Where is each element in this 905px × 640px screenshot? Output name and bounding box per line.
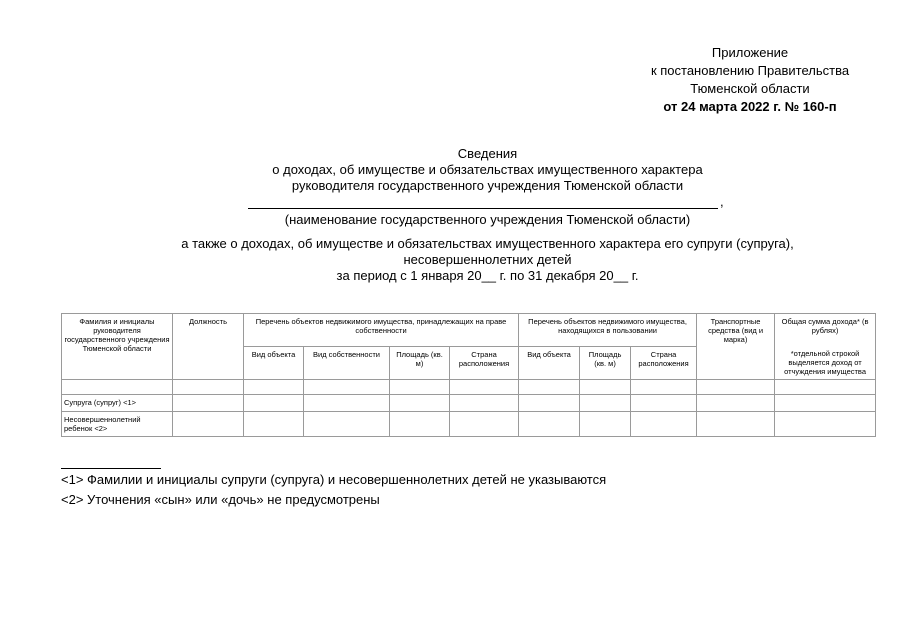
subheader-owned-ownership: Вид собственности [304, 347, 390, 380]
table-cell [519, 395, 580, 412]
institution-name-underline [248, 208, 718, 209]
table-cell [244, 380, 304, 395]
table-cell [775, 395, 876, 412]
title-subject: о доходах, об имуществе и обязательствах имущественного характера [272, 162, 703, 177]
table-cell [450, 380, 519, 395]
header-name: Фамилия и инициалы руководителя государственного учреждения Тюменской области [62, 314, 173, 380]
subheader-owned-area: Площадь (кв. м) [390, 347, 450, 380]
row-label-spouse: Супруга (супруг) <1> [62, 395, 173, 412]
table-cell [304, 380, 390, 395]
table-cell [390, 380, 450, 395]
appendix-title: Приложение [711, 45, 789, 60]
appendix-date-number: от 24 марта 2022 г. № 160-п [663, 99, 837, 114]
table-cell [173, 395, 244, 412]
header-used-property: Перечень объектов недвижимого имущества, находящихся в пользовании [519, 314, 697, 347]
table-cell [519, 412, 580, 437]
table-cell [697, 380, 775, 395]
header-income [775, 314, 876, 380]
footnote-separator [61, 468, 161, 469]
table-cell [244, 412, 304, 437]
table-cell [390, 412, 450, 437]
subheader-used-country: Страна расположения [631, 347, 697, 380]
table-cell [631, 380, 697, 395]
header-income-note: *отдельной строкой выделяется доход от отчуждения имущества [784, 349, 866, 376]
appendix-block [600, 44, 900, 116]
table-cell [580, 412, 631, 437]
table-row-child [62, 412, 876, 437]
title-subject-person: руководителя государственного учреждения Тюменской области [291, 178, 684, 193]
document-title-block [150, 146, 825, 284]
appendix-region: Тюменской области [690, 81, 810, 96]
table-header-row [62, 314, 876, 347]
table-row-head-person [62, 380, 876, 395]
table-cell [519, 380, 580, 395]
table-cell [580, 380, 631, 395]
table-cell [173, 412, 244, 437]
table-cell [62, 380, 173, 395]
row-label-child: Несовершеннолетний ребенок <2> [62, 412, 173, 437]
header-position: Должность [173, 314, 244, 380]
table-cell [173, 380, 244, 395]
subheader-owned-type: Вид объекта [244, 347, 304, 380]
header-transport: Транспортные средства (вид и марка) [697, 314, 775, 380]
title-period-line: за период с 1 января 20__ г. по 31 декабря 20__ г. [336, 268, 639, 283]
subheader-owned-country: Страна расположения [450, 347, 519, 380]
table-cell [450, 412, 519, 437]
subheader-used-type: Вид объекта [519, 347, 580, 380]
table-cell [244, 395, 304, 412]
footnotes-block [61, 468, 606, 510]
table-cell [631, 412, 697, 437]
table-cell [697, 412, 775, 437]
subheader-used-area: Площадь (кв. м) [580, 347, 631, 380]
institution-name-caption: (наименование государственного учреждения Тюменской области) [284, 212, 691, 227]
footnote-1: <1> Фамилии и инициалы супруги (супруга) и несовершеннолетних детей не указываются [61, 472, 607, 487]
institution-name-comma: , [720, 194, 724, 209]
header-owned-property: Перечень объектов недвижимого имущества, принадлежащих на праве собственности [244, 314, 519, 347]
title-children-line: несовершеннолетних детей [403, 252, 572, 267]
table-cell [304, 395, 390, 412]
table-cell [775, 412, 876, 437]
footnote-2: <2> Уточнения «сын» или «дочь» не предусмотрены [61, 492, 380, 507]
table-cell [304, 412, 390, 437]
institution-name-field [150, 194, 825, 212]
table-cell [775, 380, 876, 395]
appendix-decree: к постановлению Правительства [650, 63, 850, 78]
table-cell [450, 395, 519, 412]
table-cell [631, 395, 697, 412]
title-family-line: а также о доходах, об имуществе и обязательствах имущественного характера его супруги (супруга), [181, 236, 794, 251]
table-cell [390, 395, 450, 412]
table-cell [697, 395, 775, 412]
header-income-title: Общая сумма дохода* (в рублях) [781, 317, 869, 335]
document-title: Сведения [457, 146, 518, 161]
table-cell [580, 395, 631, 412]
table-row-spouse [62, 395, 876, 412]
declaration-table [61, 313, 876, 437]
